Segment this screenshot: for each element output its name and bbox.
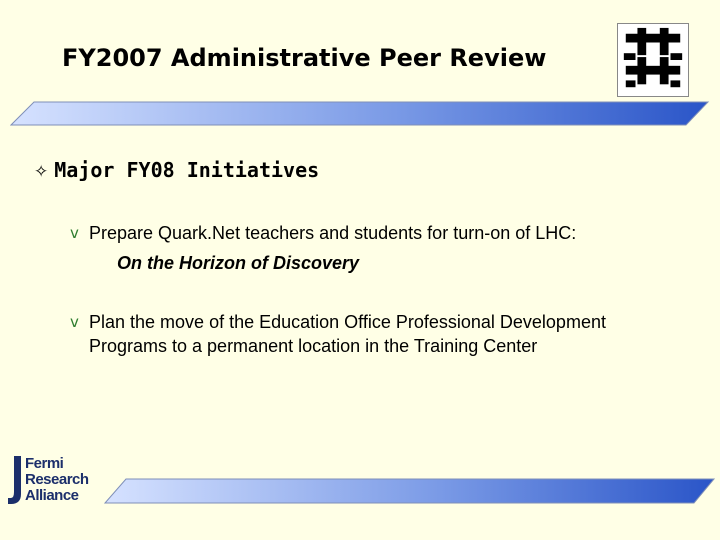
footer-divider-bar — [104, 478, 716, 505]
list-item-text: Plan the move of the Education Office Professional Development Programs to a permanent location in the Training Center — [89, 312, 606, 356]
list-item-subtext: On the Horizon of Discovery — [117, 253, 360, 273]
section-heading-text: Major FY08 Initiatives — [54, 158, 320, 182]
checkmark-bullet-icon: v — [70, 224, 79, 242]
checkmark-bullet-icon: v — [70, 313, 79, 331]
fra-logo-line: Alliance — [25, 487, 79, 504]
fermilab-logo-icon — [617, 23, 689, 97]
fra-logo-line: Fermi — [25, 455, 64, 472]
fra-logo-line: Research — [25, 471, 89, 488]
list-item — [70, 310, 670, 358]
list-item — [70, 221, 680, 245]
slide-title: FY2007 Administrative Peer Review — [62, 44, 547, 72]
fermi-research-alliance-logo-icon — [8, 456, 108, 506]
header-divider-bar — [10, 101, 710, 127]
section-heading — [34, 158, 319, 182]
diamond-bullet-icon: ✧ — [34, 162, 49, 182]
fra-logo-text — [25, 456, 89, 504]
list-item-text: Prepare Quark.Net teachers and students for turn-on of LHC: — [89, 223, 577, 243]
